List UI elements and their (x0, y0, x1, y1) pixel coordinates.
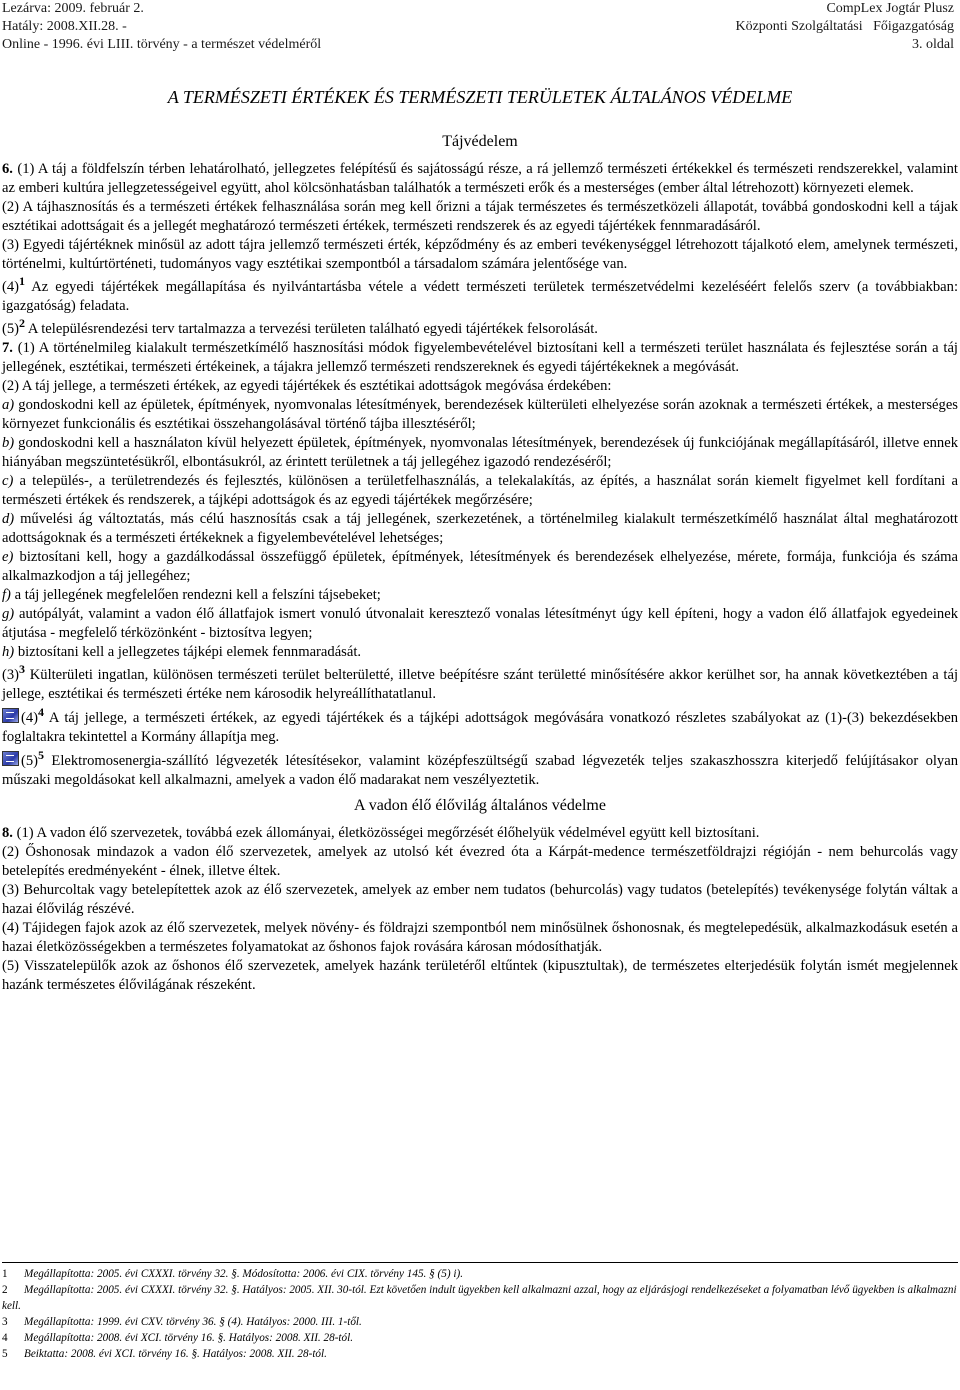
paragraph-6-1: 6. (1) A táj a földfelszín térben lehatárolható, jellegzetes felépítésű és sajátosságú része, a rá jellemző természeti értékekkel és természeti rendszerekkel, valamint az emberi kultúra jellegzetességeivel együtt, ahol kölcsönhatásban találhatók a természeti erők és a mesterséges (ember által létrehozott) környezeti elemek. (2, 161, 958, 196)
footnote: 1 Megállapította: 2005. évi CXXXI. törvény 32. §. Módosította: 2006. évi CIX. törvény 145. § (5) i). (2, 1268, 464, 1280)
footnote-ref[interactable]: 2 (19, 316, 26, 330)
item-7-b: b) gondoskodni kell a használaton kívül helyezett épületek, építmények, nyomvonalas létesítmények, berendezések új funkciójának megállapításáról, illetve ennek hiányában megszüntetésükről, elbontásukról, az érintett területnek a táj jellegéhez igazodó rendezéséről; (2, 435, 958, 470)
footnote-ref[interactable]: 5 (38, 748, 45, 762)
footnote-ref[interactable]: 4 (38, 705, 45, 719)
document-body (2, 86, 958, 995)
page-number: 3. oldal (912, 37, 954, 52)
chapter-title: A TERMÉSZETI ÉRTÉKEK ÉS TERMÉSZETI TERÜLETEK ÁLTALÁNOS VÉDELME (167, 87, 793, 107)
section-number: 8. (2, 825, 13, 841)
item-7-d: d) művelési ág változtatás, más célú hasznosítás csak a táj jellegének, szerkezetének, a történelmileg kialakult természetkímélő használat által meghatározott adottságoknak és a természeti értékeknek a figyelembevételével lehetséges; (2, 511, 958, 546)
footnote-ref[interactable]: 3 (19, 662, 26, 676)
footnote: 3 Megállapította: 1999. évi CXV. törvény 36. § (4). Hatályos: 2000. III. 1-től. (2, 1316, 362, 1328)
document-link[interactable]: Online - 1996. évi LIII. törvény - a természet védelméről (2, 37, 322, 52)
page-header (0, 0, 960, 56)
section-number: 7. (2, 340, 13, 356)
footnote: 5 Beiktatta: 2008. évi XCI. törvény 16. §. Hatályos: 2008. XII. 28-tól. (2, 1348, 327, 1360)
paragraph-6-3: (3) Egyedi tájértéknek minősül az adott tájra jellemző természeti érték, képződmény és az emberi tevékenységgel létrehozott tájalkotó elem, amelynek természeti, történelmi, kultúrtörténeti, tudományos vagy esztétikai szempontból a társadalom számára jelentősége van. (2, 237, 958, 272)
effect-date: Hatály: 2008.XII.28. - (2, 19, 127, 34)
paragraph-7-3: (3)$^3$ Külterületi ingatlan, különösen természeti terület belterületté, illetve beépítésre szánt területté minősítésére akkor kerülhet sor, ha annak következtében a táj jellege, esztétikai és természeti értéke nem károsodik helyreállíthatatlanul. (2, 662, 958, 702)
section-heading-tajvedelem: Tájvédelem (442, 133, 518, 150)
paragraph-8-3: (3) Behurcoltak vagy betelepítettek azok az élő szervezetek, amelyek az ember nem tudatos (behurcolás) vagy tudatos (betelepítés) tevékenysége folytán váltak a hazai élővilág részévé. (2, 882, 958, 917)
paragraph-6-4: (4)$^1$ Az egyedi tájértékek megállapítása és nyilvántartásba vétele a védett természeti területek természetvédelmi kezeléséért felelős szerv (a továbbiakban: igazgatóság) feladata. (2, 274, 958, 314)
publisher: Központi Szolgáltatási Főigazgatóság (735, 19, 954, 34)
footnote: 4 Megállapította: 2008. évi XCI. törvény 16. §. Hatályos: 2008. XII. 28-tól. (2, 1332, 354, 1344)
amendment-icon[interactable] (2, 751, 19, 766)
paragraph-8-2: (2) Őshonosak mindazok a vadon élő szervezetek, amelyek az utolsó két évezred óta a Kárpát-medence természetföldrajzi régióján - nem behurcolás vagy betelepítés eredményeként - élnek, illetve éltek. (2, 844, 958, 879)
paragraph-8-1: 8. (1) A vadon élő szervezetek, továbbá ezek állományai, életközösségei megőrzését élőhelyük védelmével együtt kell biztosítani. (2, 825, 760, 841)
section-heading-elovilag: A vadon élő élővilág általános védelme (354, 797, 606, 814)
footnote-divider (2, 1262, 958, 1263)
amendment-icon[interactable] (2, 708, 19, 723)
footnote-ref[interactable]: 1 (19, 274, 26, 288)
closed-date: Lezárva: 2009. február 2. (2, 1, 144, 16)
paragraph-7-4: (4)$^4$ A táj jellege, a természeti értékek, az egyedi tájértékek és a tájképi adottságok megóvására vonatkozó részletes szabályokat az (1)-(3) bekezdésekben foglaltakra tekintettel a Kormány állapítja meg. (2, 705, 958, 745)
item-7-a: a) gondoskodni kell az épületek, építmények, nyomvonalas létesítmények, berendezések külterületi elhelyezése során azoknak a természeti értékek, a mesterséges környezet funkcionális és esztétikai összehangolásával történő tájba illesztéséről; (2, 397, 958, 432)
paragraph-8-4: (4) Tájidegen fajok azok az élő szervezetek, melyek növény- és földrajzi szempontból nem minősülnek őshonosnak, és megtelepedésük, alkalmazkodásuk esetén a hazai életközösségekben a természetes folyamatokat az őshonos fajok rovására károsan módosíthatják. (2, 920, 958, 955)
paragraph-6-2: (2) A tájhasznosítás és a természeti értékek felhasználása során meg kell őrizni a tájak természetes és természetközeli állapotát, továbbá gondoskodni kell a tájak esztétikai adottságait és a jellegét meghatározó természeti értékek, természeti rendszerek és az egyedi tájértékek fennmaradásáról. (2, 199, 958, 234)
item-7-h: h) biztosítani kell a jellegzetes tájképi elemek fennmaradását. (2, 644, 362, 660)
product-name: CompLex Jogtár Plusz (826, 1, 954, 16)
footnote: 2 Megállapította: 2005. évi CXXXI. törvény 32. §. Hatályos: 2005. XII. 30-tól. Ezt követően indult ügyekben kell alkalmazni azzal, hogy az eljárásjogi rendelkezéseket a folyamatban lévő ügyekben is alkalmazni kell. (2, 1284, 957, 1312)
item-7-c: c) a település-, a területrendezés és fejlesztés, különösen a területfelhasználás, a telekalakítás, az építés, a használat során kiemelt figyelmet kell fordítani a természeti értékek és rendszerek, a tájképi adottságok és az egyedi tájértékek megőrzésére; (2, 473, 958, 508)
item-7-f: f) a táj jellegének megfelelően rendezni kell a felszíni tájsebeket; (2, 587, 381, 603)
item-7-g: g) autópályát, valamint a vadon élő állatfajok ismert vonuló útvonalait keresztező vonalas létesítményt úgy kell építeni, hogy a vadon élő állatfajok egyedeinek átjutása - megfelelő térközönként - biztosítva legyen; (2, 606, 958, 641)
footnotes (2, 1266, 958, 1362)
paragraph-7-2: (2) A táj jellege, a természeti értékek, az egyedi tájértékek és esztétikai adottságok megóvása érdekében: (2, 378, 612, 394)
paragraph-7-5: (5)$^5$ Elektromosenergia-szállító légvezeték létesítésekor, valamint középfeszültségű szabad légvezeték teljes szakaszhosszra kiterjedő felújításakor olyan műszaki megoldásokat kell alkalmazni, amelyek a vadon élő madarakat nem veszélyeztetik. (2, 748, 958, 788)
paragraph-8-5: (5) Visszatelepülők azok az őshonos élő szervezetek, amelyek hazánk területéről eltűntek (kipusztultak), de természetes elterjedésük folytán ismét megjelennek hazánk természetes élővilágának részeként. (2, 958, 958, 993)
paragraph-6-5: (5)$^2$ A településrendezési terv tartalmazza a tervezési területen található egyedi tájértékek felsorolását. (2, 316, 598, 337)
item-7-e: e) biztosítani kell, hogy a gazdálkodással összefüggő épületek, építmények, létesítmények és berendezések elhelyezése, mérete, formája, funkciója és száma alkalmazkodjon a táj jellegéhez; (2, 549, 958, 584)
paragraph-7-1: 7. (1) A történelmileg kialakult természetkímélő hasznosítási módok figyelembevételével biztosítani kell a természeti terület használata és fejlesztése során a táj jellegének, esztétikai, természeti értékeinek, a tájakra jellemző természeti rendszereknek és egyedi tájértékeknek a megóvását. (2, 340, 958, 375)
section-number: 6. (2, 161, 13, 177)
